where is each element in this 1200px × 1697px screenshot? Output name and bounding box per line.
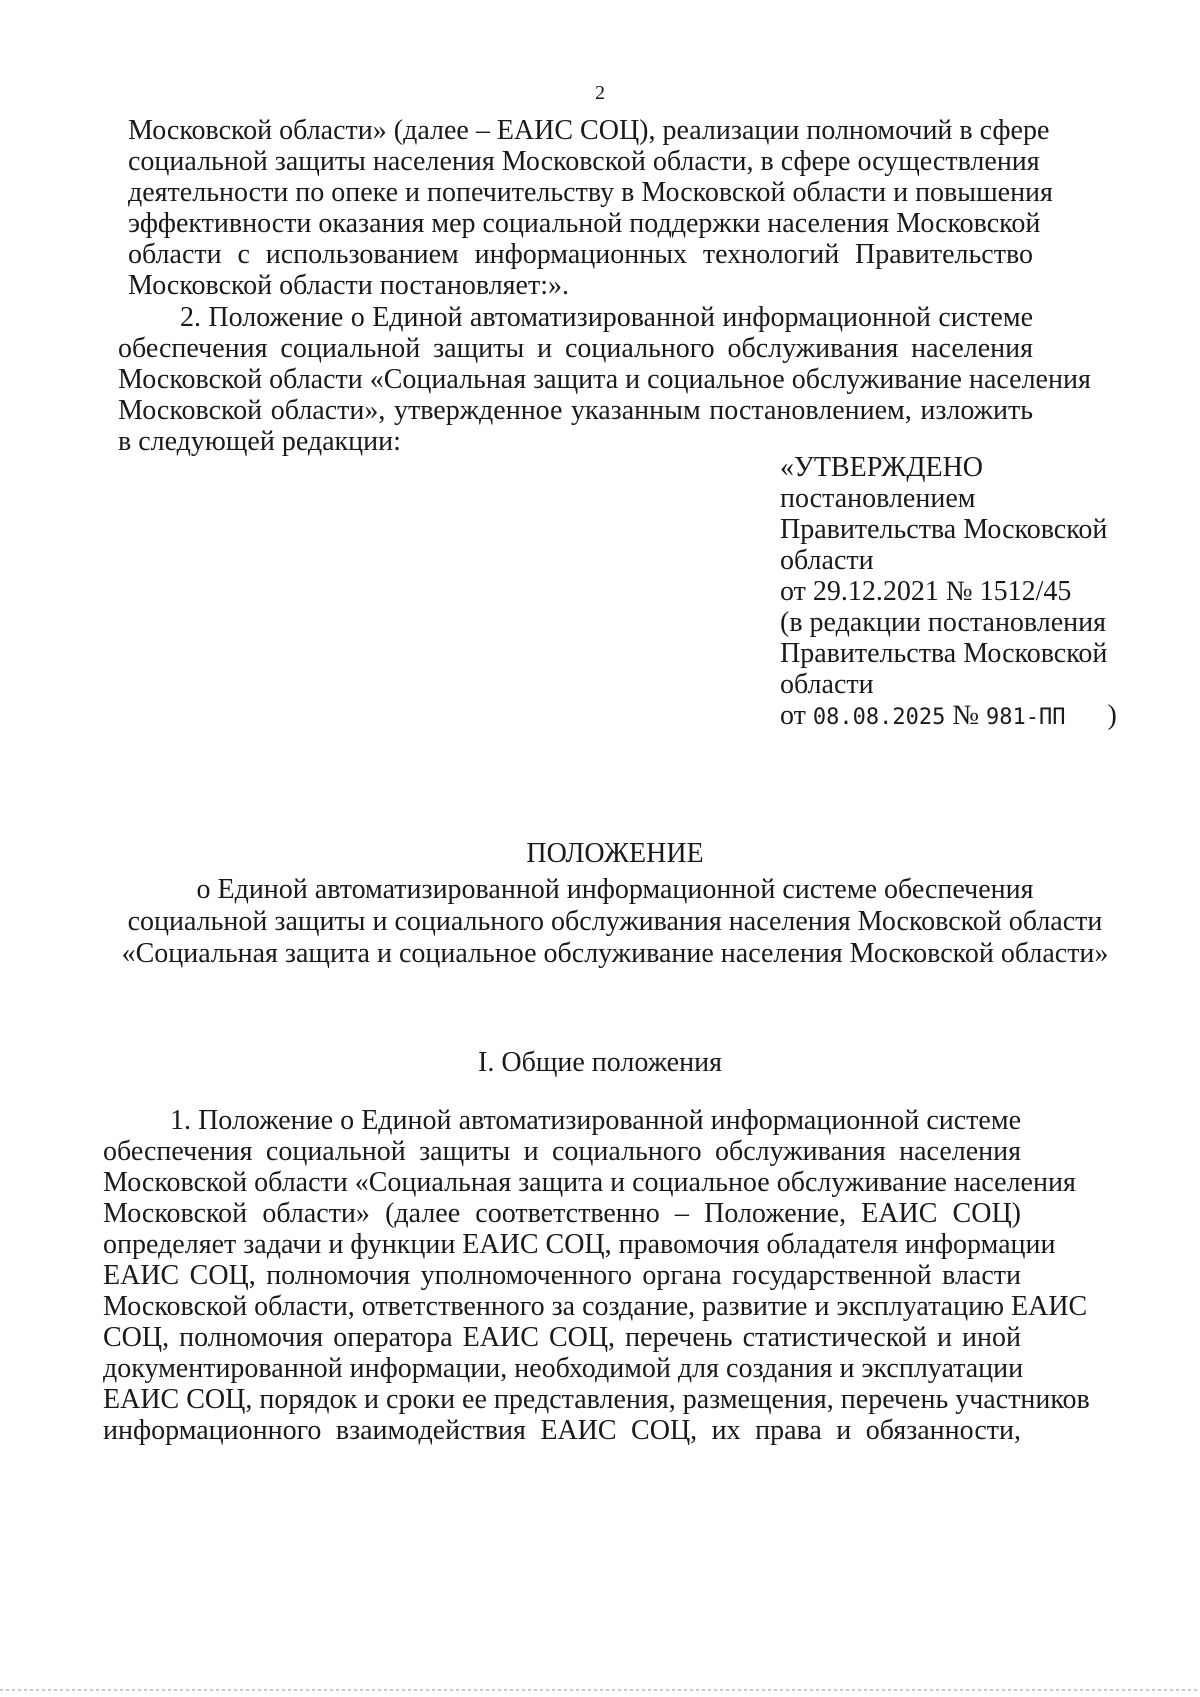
- text-line: Московской области» (далее соответственно – Положение, ЕАИС СОЦ): [103, 1198, 1021, 1229]
- approval-date-number: от 29.12.2021 № 1512/45: [780, 576, 1072, 607]
- paragraph-1: [103, 1105, 1090, 1446]
- text-line: обеспечения социальной защиты и социального обслуживания населения: [103, 1136, 1021, 1167]
- text-line: Московской области постановляет:».: [128, 270, 569, 301]
- subtitle-line: о Единой автоматизированной информационной системе обеспечения: [196, 874, 1034, 905]
- approval-text: Правительства Московской: [780, 638, 1108, 669]
- text-line: информационного взаимодействия ЕАИС СОЦ, их права и обязанности,: [103, 1415, 1021, 1446]
- approval-text: области: [780, 545, 874, 576]
- approval-text: области: [780, 669, 874, 700]
- amendment-number: 981-ПП: [986, 705, 1066, 730]
- text-line: Московской области, ответственного за создание, развитие и эксплуатацию ЕАИС: [103, 1291, 1088, 1322]
- text-line: области с использованием информационных технологий Правительство: [128, 239, 1033, 270]
- text-line: эффективности оказания мер социальной поддержки населения Московской: [128, 208, 1041, 239]
- text-line: определяет задачи и функции ЕАИС СОЦ, правомочия обладателя информации: [103, 1229, 1056, 1260]
- approval-text: (в редакции постановления: [780, 607, 1107, 638]
- approved-label: «УТВЕРЖДЕНО: [780, 452, 984, 483]
- text-line: 1. Положение о Единой автоматизированной информационной системе: [170, 1105, 1021, 1136]
- text-line: Московской области» (далее – ЕАИС СОЦ), реализации полномочий в сфере: [128, 115, 1050, 146]
- text-line: обеспечения социальной защиты и социального обслуживания населения: [118, 333, 1033, 364]
- text-line: СОЦ, полномочия оператора ЕАИС СОЦ, перечень статистической и иной: [103, 1322, 1021, 1353]
- approval-text: Правительства Московской: [780, 514, 1108, 545]
- number-sign: №: [952, 700, 980, 731]
- from-label: от: [780, 700, 806, 731]
- document-subtitle: [100, 874, 1130, 970]
- text-line: 2. Положение о Единой автоматизированной информационной системе: [180, 302, 1033, 333]
- scan-edge-artifact: [0, 1689, 1200, 1691]
- closing-paren: ): [1107, 700, 1117, 731]
- section-heading: I. Общие положения: [478, 1047, 722, 1078]
- paragraph-2: [118, 302, 1091, 457]
- document-title: ПОЛОЖЕНИЕ: [526, 838, 704, 869]
- amendment-date-number: [780, 700, 1117, 733]
- text-line: в следующей редакции:: [118, 426, 401, 457]
- text-line: Московской области», утвержденное указанным постановлением, изложить: [118, 395, 1033, 426]
- text-line: ЕАИС СОЦ, порядок и сроки ее представления, размещения, перечень участников: [103, 1384, 1090, 1415]
- text-line: деятельности по опеке и попечительству в Московской области и повышения: [128, 177, 1053, 208]
- text-line: ЕАИС СОЦ, полномочия уполномоченного органа государственной власти: [103, 1260, 1021, 1291]
- text-line: Московской области «Социальная защита и социальное обслуживание населения: [118, 364, 1091, 395]
- page-number: 2: [595, 82, 605, 104]
- approval-stamp-block: [780, 452, 1117, 733]
- text-line: документированной информации, необходимой для создания и эксплуатации: [103, 1353, 1024, 1384]
- continuation-paragraph: [128, 115, 1053, 301]
- subtitle-line: социальной защиты и социального обслуживания населения Московской области: [127, 906, 1103, 937]
- subtitle-line: «Социальная защита и социальное обслуживание населения Московской области»: [121, 938, 1109, 969]
- approval-text: постановлением: [780, 483, 976, 514]
- text-line: Московской области «Социальная защита и социальное обслуживание населения: [103, 1167, 1076, 1198]
- amendment-date: 08.08.2025: [812, 705, 946, 730]
- text-line: социальной защиты населения Московской области, в сфере осуществления: [128, 146, 1040, 177]
